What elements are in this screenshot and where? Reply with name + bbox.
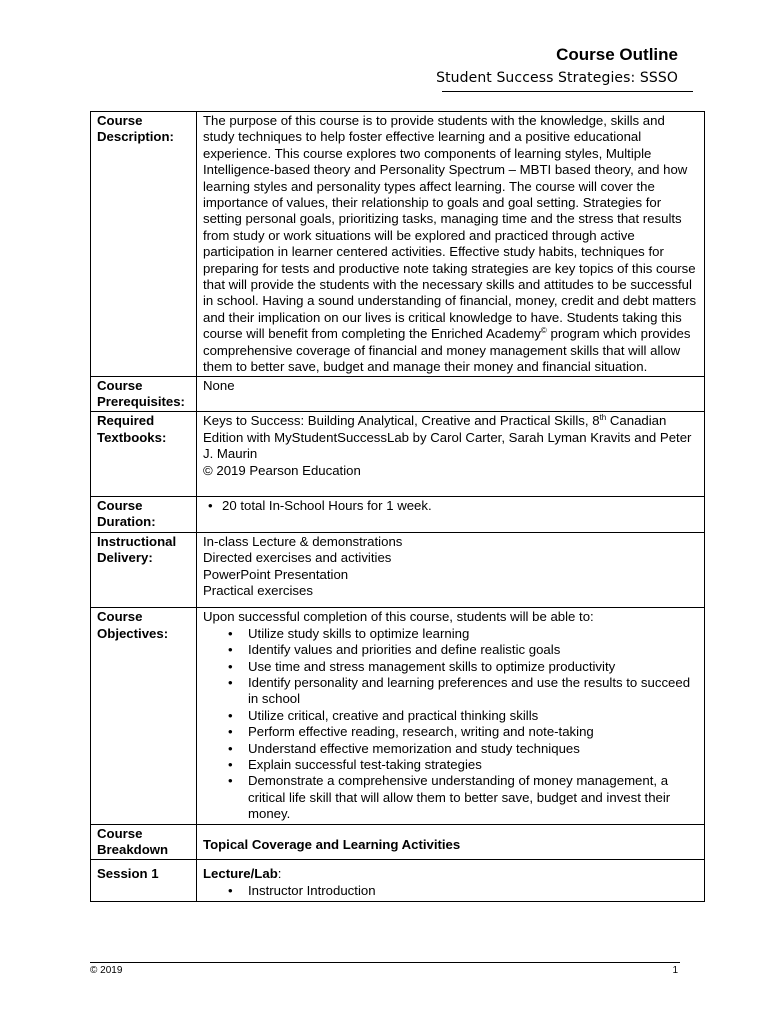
- row-label: [91, 412, 197, 497]
- label-line: Prerequisites:: [97, 393, 185, 409]
- duration-list: [203, 498, 698, 514]
- footer-divider: [90, 962, 680, 963]
- objective-text: Identify values and priorities and define realistic goals: [248, 642, 561, 658]
- bullet-icon: •: [228, 642, 233, 658]
- list-item: [228, 757, 698, 773]
- page-title: Course Outline: [556, 45, 678, 64]
- label-line: Instructional: [97, 533, 177, 549]
- course-outline-table: [90, 111, 705, 902]
- row-label: [91, 112, 197, 377]
- list-item: [228, 740, 698, 757]
- list-item: [208, 497, 698, 514]
- objectives-intro: Upon successful completion of this course, students will be able to:: [203, 609, 594, 625]
- list-item: Directed exercises and activities: [203, 550, 392, 566]
- bullet-icon: •: [228, 773, 233, 789]
- table-row-objectives: [91, 608, 705, 824]
- row-label: [91, 376, 197, 412]
- list-item: [228, 882, 698, 899]
- list-item: PowerPoint Presentation: [203, 566, 349, 582]
- breakdown-value: [197, 824, 705, 860]
- row-label: [91, 824, 197, 860]
- session-heading-text: Lecture/Lab: [203, 866, 278, 882]
- list-item: [228, 724, 698, 740]
- page-number: 1: [672, 965, 678, 976]
- bullet-icon: •: [208, 497, 213, 513]
- edition-superscript: th: [599, 413, 607, 423]
- row-label: [91, 608, 197, 824]
- bullet-icon: •: [228, 724, 233, 740]
- description-body-end: program which provides comprehensive coverage of financial and money management skills that will allow them to better save, budget and manage their money and financial situation.: [203, 326, 691, 375]
- bullet-icon: •: [228, 675, 233, 690]
- list-item: [228, 658, 698, 675]
- session-label: Session 1: [97, 866, 159, 882]
- table-row-prerequisites: [91, 376, 705, 412]
- label-line: Course: [97, 497, 143, 513]
- duration-text: 20 total In-School Hours for 1 week.: [222, 497, 432, 513]
- bullet-icon: •: [228, 757, 233, 773]
- objective-text: Perform effective reading, research, writing and note-taking: [248, 724, 594, 740]
- objectives-value: [197, 608, 705, 824]
- table-row-textbooks: [91, 412, 705, 497]
- prerequisites-value: None: [197, 376, 705, 412]
- textbook-publisher: © 2019 Pearson Education: [203, 462, 361, 478]
- label-line: Required: [97, 413, 155, 429]
- list-item: [228, 642, 698, 658]
- objective-text: Use time and stress management skills to optimize productivity: [248, 658, 616, 674]
- textbook-authors: Canadian Edition with MyStudentSuccessLab by Carol Carter, Sarah Lyman Kravits and Peter J. Maurin: [203, 413, 692, 462]
- table-row-description: [91, 112, 705, 377]
- objective-text: Demonstrate a comprehensive understanding of money management, a critical life skill that will allow them to better save, budget and invest their money.: [248, 773, 671, 822]
- description-body: The purpose of this course is to provide students with the knowledge, skills and study techniques to help foster effective learning and a positive educational experience. This course explores two components of learning styles, Multiple Intelligence-based theory and Personality Spectrum – MBTI based theory, and how learning styles and personality types affect learning. The course will cover the importance of values, their relationship to goals and goal setting. Strategies for setting personal goals, prioritizing tasks, managing time and the stress that results from study or work situations will be explored and practiced through active participation in learner centered activities. Effective study habits, techniques for preparing for tests and productive note taking strategies are key topics of this course that will provide the students with the necessary skills and attitudes to be successful in school. Having a sound understanding of financial, money, credit and debt matters and their implication on our lives is critical knowledge to have. Students taking this course will benefit from completing the Enriched Academy: [203, 113, 697, 342]
- document-header: [436, 44, 678, 88]
- list-item: [228, 773, 698, 822]
- delivery-value: [197, 532, 705, 608]
- label-line: Course: [97, 377, 143, 393]
- objectives-list: [203, 626, 698, 823]
- label-line: Delivery:: [97, 550, 153, 566]
- list-item: Practical exercises: [203, 582, 313, 598]
- list-item: [228, 625, 698, 642]
- label-line: Description:: [97, 129, 174, 145]
- label-line: Textbooks:: [97, 429, 167, 445]
- header-divider: [442, 91, 693, 92]
- row-label: [91, 532, 197, 608]
- session-heading: [203, 866, 698, 882]
- objective-text: Identify personality and learning preferences and use the results to succeed in school: [248, 675, 691, 707]
- row-label: [91, 860, 197, 902]
- label-line: Duration:: [97, 514, 156, 530]
- page-subtitle: Student Success Strategies: SSSO: [436, 70, 678, 86]
- breakdown-heading: Topical Coverage and Learning Activities: [203, 836, 461, 852]
- session-item-text: Instructor Introduction: [248, 882, 376, 898]
- duration-value: [197, 496, 705, 532]
- label-line: Breakdown: [97, 842, 169, 858]
- session-1-list: [203, 883, 698, 899]
- description-text: [197, 112, 705, 377]
- row-label: [91, 496, 197, 532]
- footer-copyright: © 2019: [90, 965, 123, 976]
- trademark-mark: ©: [540, 326, 547, 336]
- list-item: In-class Lecture & demonstrations: [203, 533, 403, 549]
- bullet-icon: •: [228, 707, 233, 723]
- label-line: Course: [97, 609, 143, 625]
- bullet-icon: •: [228, 740, 233, 756]
- label-line: Course: [97, 113, 143, 128]
- session-1-value: [197, 860, 705, 902]
- table-row-duration: [91, 496, 705, 532]
- table-row-session-1: [91, 860, 705, 902]
- table-row-delivery: [91, 532, 705, 608]
- list-item: [228, 707, 698, 724]
- bullet-icon: •: [228, 658, 233, 674]
- bullet-icon: •: [228, 625, 233, 641]
- textbooks-value: [197, 412, 705, 497]
- label-line: Course: [97, 825, 143, 841]
- list-item: [228, 675, 698, 708]
- objective-text: Explain successful test-taking strategies: [248, 757, 482, 773]
- session-heading-colon: :: [277, 866, 282, 882]
- bullet-icon: •: [228, 882, 233, 898]
- table-row-breakdown: [91, 824, 705, 860]
- textbook-title: Keys to Success: Building Analytical, Creative and Practical Skills, 8: [203, 413, 600, 429]
- label-line: Objectives:: [97, 625, 169, 641]
- objective-text: Utilize critical, creative and practical thinking skills: [248, 707, 539, 723]
- objective-text: Understand effective memorization and study techniques: [248, 740, 580, 756]
- objective-text: Utilize study skills to optimize learning: [248, 625, 470, 641]
